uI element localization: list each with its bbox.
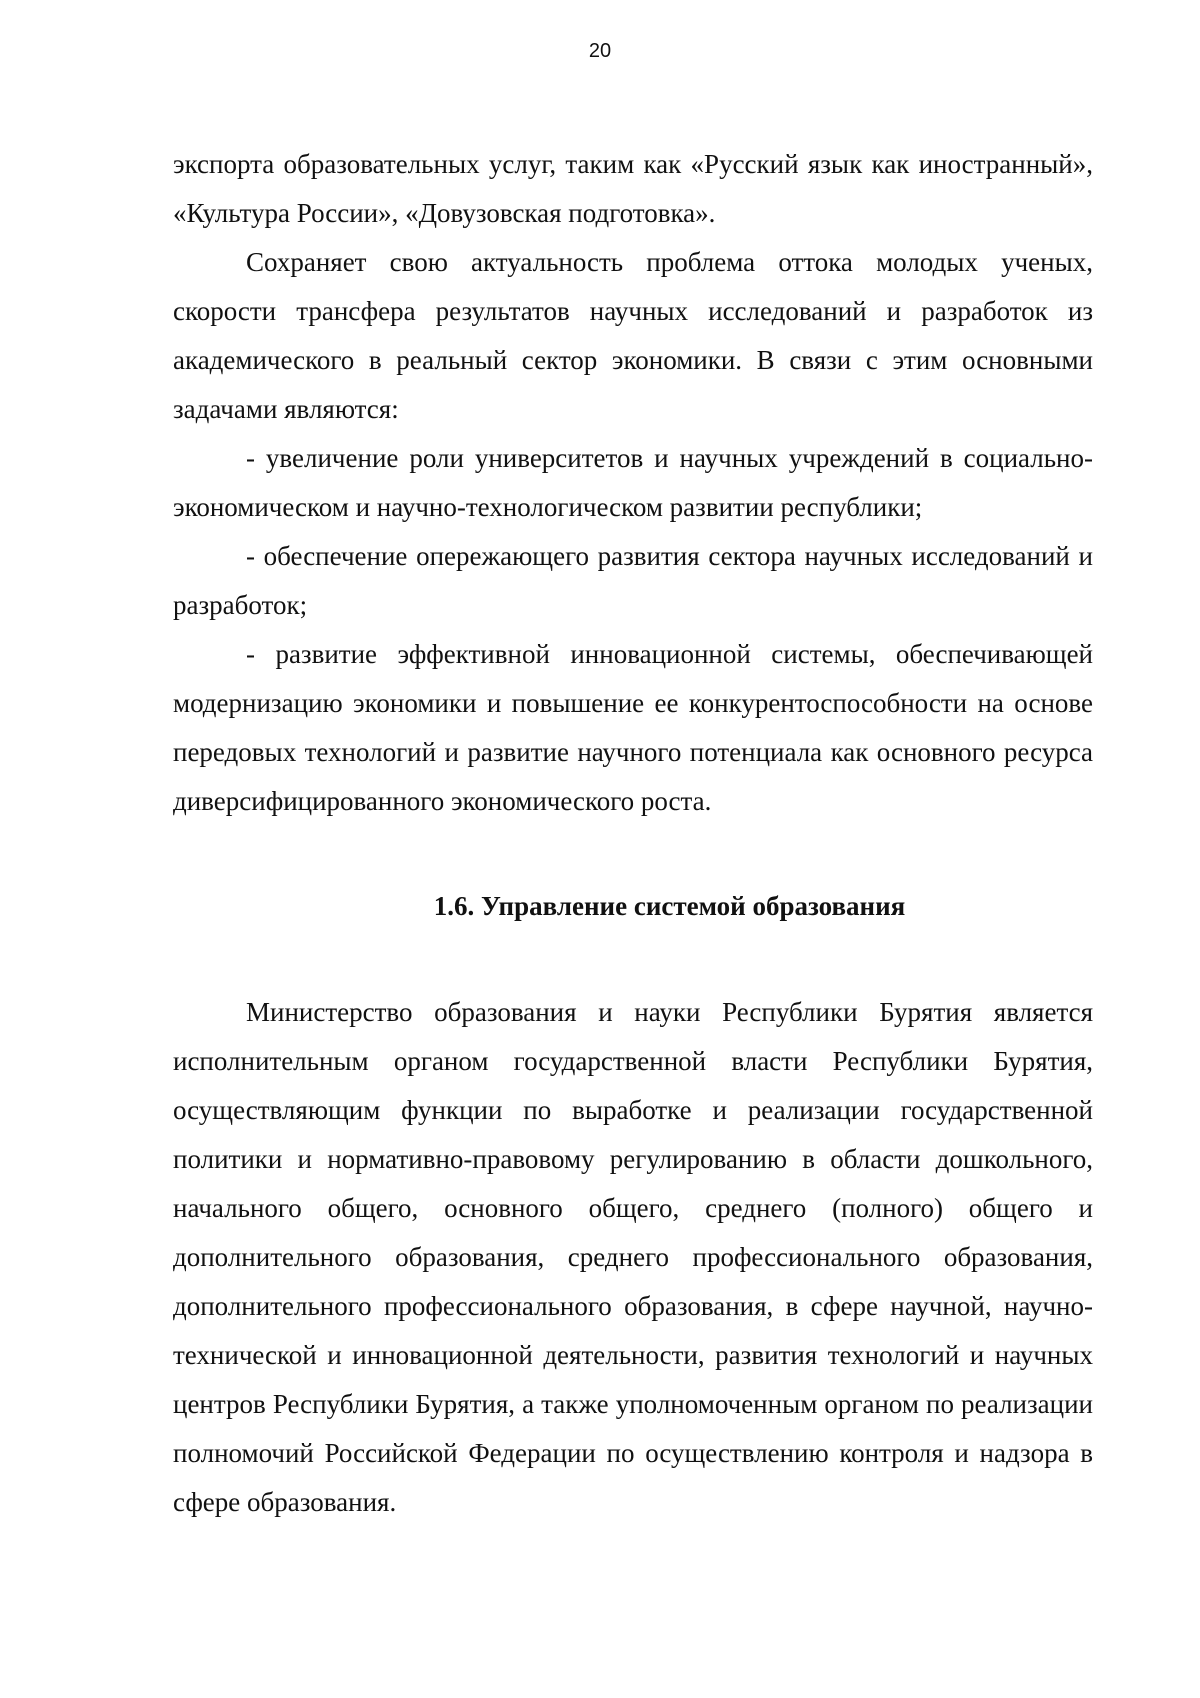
document-body xyxy=(173,140,1093,1527)
list-item: - развитие эффективной инновационной системы, обеспечивающей модернизацию экономики и повышение ее конкурентоспособности на основе передовых технологий и развитие научного потенциала как основного ресурса диверсифицированного экономического роста. xyxy=(173,639,1093,816)
list-item: - увеличение роли университетов и научных учреждений в социально-экономическом и научно-технологическом развитии республики; xyxy=(173,443,1093,522)
paragraph: Сохраняет свою актуальность проблема оттока молодых ученых, скорости трансфера результатов научных исследований и разработок из академического в реальный сектор экономики. В связи с этим основными задачами являются: xyxy=(173,247,1093,424)
paragraph: Министерство образования и науки Республики Бурятия является исполнительным органом государственной власти Республики Бурятия, осуществляющим функции по выработке и реализации государственной политики и нормативно-правовому регулированию в области дошкольного, начального общего, основного общего, среднего (полного) общего и дополнительного образования, среднего профессионального образования, дополнительного профессионального образования, в сфере научной, научно-технической и инновационной деятельности, развития технологий и научных центров Республики Бурятия, а также уполномоченным органом по реализации полномочий Российской Федерации по осуществлению контроля и надзора в сфере образования. xyxy=(173,997,1093,1517)
section-heading: 1.6. Управление системой образования xyxy=(433,891,906,921)
list-item: - обеспечение опережающего развития сектора научных исследований и разработок; xyxy=(173,541,1093,620)
paragraph: экспорта образовательных услуг, таким как «Русский язык как иностранный», «Культура России», «Довузовская подготовка». xyxy=(173,149,1093,228)
page-number: 20 xyxy=(588,40,612,62)
